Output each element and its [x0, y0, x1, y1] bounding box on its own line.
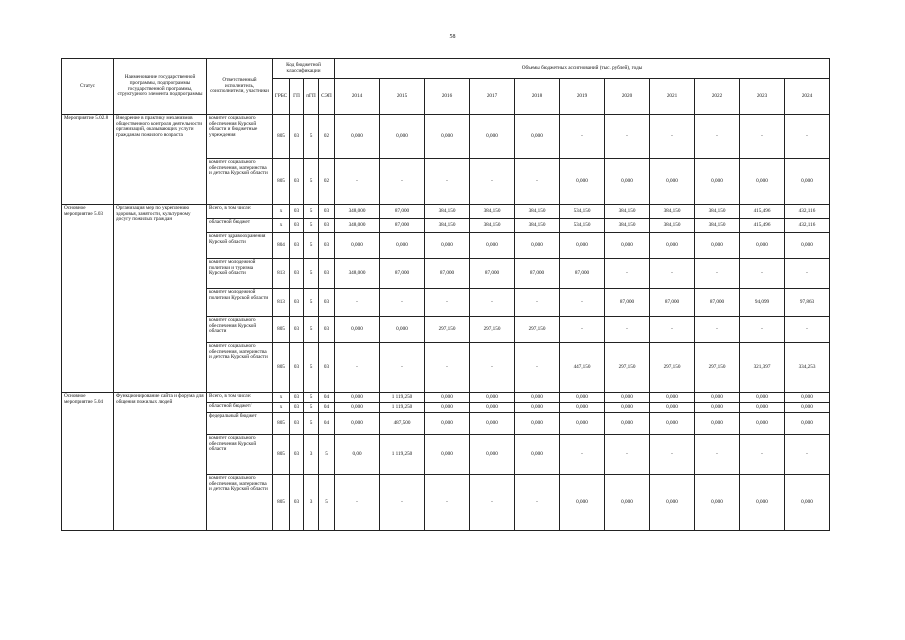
value-cell: - — [560, 435, 605, 475]
value-cell: 415,496 — [740, 219, 785, 233]
value-cell: 348,000 — [335, 259, 380, 289]
value-cell: - — [335, 343, 380, 393]
value-cell: 97,863 — [785, 289, 830, 317]
code-cell: 805 — [273, 435, 290, 475]
status-cell: Основное мероприятие 5.03 — [62, 205, 114, 393]
code-cell: 03 — [290, 115, 304, 159]
value-cell: 487,500 — [380, 413, 425, 435]
value-cell: 0,000 — [605, 233, 650, 259]
value-cell: 348,000 — [335, 219, 380, 233]
value-cell: 348,000 — [335, 205, 380, 219]
value-cell: - — [380, 475, 425, 531]
code-cell: 04 — [319, 403, 335, 413]
responsible-cell: областной бюджет — [207, 219, 273, 233]
code-cell: х — [273, 393, 290, 403]
value-cell: 1 119,250 — [380, 435, 425, 475]
value-cell: 334,253 — [785, 343, 830, 393]
responsible-cell: комитет молодежной политики и туризма Курской области — [207, 259, 273, 289]
value-cell: 0,00 — [335, 435, 380, 475]
value-cell: 0,000 — [740, 159, 785, 205]
value-cell: 0,000 — [650, 159, 695, 205]
header-volumes: Объемы бюджетных ассигнований (тыс. рублей), годы — [335, 59, 830, 79]
value-cell: 0,000 — [470, 393, 515, 403]
code-cell: 03 — [290, 403, 304, 413]
code-cell: 805 — [273, 343, 290, 393]
code-cell: 805 — [273, 317, 290, 343]
header-status: Статус — [62, 59, 114, 115]
code-cell: 5 — [304, 403, 319, 413]
name-cell: Функционирование сайта и форума для общения пожилых людей — [114, 393, 207, 531]
value-cell: - — [380, 289, 425, 317]
code-cell: 03 — [319, 219, 335, 233]
value-cell: - — [515, 475, 560, 531]
value-cell: - — [740, 115, 785, 159]
header-year: 2024 — [785, 79, 830, 115]
value-cell: 297,150 — [515, 317, 560, 343]
value-cell: 0,000 — [470, 115, 515, 159]
value-cell: 0,000 — [650, 233, 695, 259]
value-cell: 0,000 — [695, 403, 740, 413]
code-cell: 5 — [304, 233, 319, 259]
code-cell: 03 — [290, 343, 304, 393]
value-cell: 432,116 — [785, 205, 830, 219]
responsible-cell: комитет социального обеспечения, материнства и детства Курской области — [207, 475, 273, 531]
responsible-cell: Всего, в том числе: — [207, 393, 273, 403]
value-cell: 0,000 — [560, 413, 605, 435]
value-cell: - — [605, 259, 650, 289]
code-cell: 03 — [290, 475, 304, 531]
code-cell: 5 — [304, 259, 319, 289]
value-cell: - — [335, 289, 380, 317]
code-cell: 813 — [273, 259, 290, 289]
value-cell: 0,000 — [605, 393, 650, 403]
page-number: 58 — [449, 34, 456, 40]
header-year: 2017 — [470, 79, 515, 115]
value-cell: 87,000 — [380, 205, 425, 219]
code-cell: 805 — [273, 159, 290, 205]
value-cell: - — [605, 435, 650, 475]
code-cell: 5 — [304, 393, 319, 403]
value-cell: 87,000 — [650, 289, 695, 317]
value-cell: 534,150 — [560, 205, 605, 219]
value-cell: 0,000 — [605, 159, 650, 205]
value-cell: 0,000 — [335, 403, 380, 413]
value-cell: - — [605, 115, 650, 159]
value-cell: - — [695, 435, 740, 475]
value-cell: 384,150 — [695, 205, 740, 219]
code-cell: 5 — [304, 205, 319, 219]
value-cell: 0,000 — [560, 159, 605, 205]
value-cell: - — [425, 289, 470, 317]
value-cell: 1 119,250 — [380, 393, 425, 403]
responsible-cell: федеральный бюджет — [207, 413, 273, 435]
value-cell: 0,000 — [425, 115, 470, 159]
value-cell: - — [380, 159, 425, 205]
value-cell: - — [695, 317, 740, 343]
code-cell: 04 — [319, 393, 335, 403]
value-cell: 0,000 — [515, 403, 560, 413]
value-cell: - — [425, 159, 470, 205]
responsible-cell: комитет социального обеспечения Курской области — [207, 435, 273, 475]
value-cell: 0,000 — [335, 317, 380, 343]
value-cell: 297,150 — [605, 343, 650, 393]
value-cell: 0,000 — [740, 475, 785, 531]
value-cell: - — [380, 343, 425, 393]
value-cell: 0,000 — [335, 393, 380, 403]
code-cell: 03 — [319, 205, 335, 219]
value-cell: 0,000 — [515, 393, 560, 403]
code-cell: 03 — [319, 343, 335, 393]
header-budget-code: Код бюджетной классификации — [273, 59, 335, 79]
value-cell: 0,000 — [515, 413, 560, 435]
value-cell: 0,000 — [605, 403, 650, 413]
value-cell: - — [650, 115, 695, 159]
code-cell: 03 — [290, 219, 304, 233]
value-cell: - — [740, 435, 785, 475]
code-cell: 805 — [273, 115, 290, 159]
name-cell: Организация мер по укреплению здоровья, занятости, культурному досугу пожилых граждан — [114, 205, 207, 393]
value-cell: - — [515, 343, 560, 393]
code-cell: 03 — [290, 233, 304, 259]
header-year: 2021 — [650, 79, 695, 115]
value-cell: 0,000 — [605, 475, 650, 531]
code-cell: 03 — [290, 289, 304, 317]
code-cell: 5 — [304, 343, 319, 393]
responsible-cell: областной бюджет/ — [207, 403, 273, 413]
value-cell: 0,000 — [470, 233, 515, 259]
table-row — [62, 115, 830, 159]
name-cell: Внедрение в практику механизмов общественного контроля деятельности организаций, оказывающих услуги гражданам пожилого возраста — [114, 115, 207, 205]
header-row — [62, 59, 830, 79]
value-cell: 0,000 — [470, 413, 515, 435]
value-cell: - — [425, 475, 470, 531]
responsible-cell: комитет социального обеспечения, материнства и детства Курской области — [207, 159, 273, 205]
value-cell: 0,000 — [695, 393, 740, 403]
value-cell: 384,150 — [470, 219, 515, 233]
code-cell: 5 — [304, 289, 319, 317]
code-cell: 03 — [290, 393, 304, 403]
value-cell: 297,150 — [650, 343, 695, 393]
value-cell: 87,000 — [560, 259, 605, 289]
value-cell: 0,000 — [785, 159, 830, 205]
code-cell: 03 — [290, 159, 304, 205]
value-cell: 0,000 — [470, 403, 515, 413]
value-cell: 0,000 — [695, 159, 740, 205]
value-cell: 534,150 — [560, 219, 605, 233]
value-cell: 0,000 — [695, 413, 740, 435]
value-cell: 0,000 — [560, 233, 605, 259]
code-cell: 04 — [319, 413, 335, 435]
value-cell: 87,000 — [470, 259, 515, 289]
code-cell: 5 — [319, 475, 335, 531]
value-cell: 87,000 — [515, 259, 560, 289]
value-cell: 0,000 — [425, 413, 470, 435]
header-code: СЭП — [319, 79, 335, 115]
code-cell: 805 — [273, 475, 290, 531]
responsible-cell: комитет молодежной политики Курской области — [207, 289, 273, 317]
value-cell: - — [650, 259, 695, 289]
value-cell: - — [785, 259, 830, 289]
code-cell: 804 — [273, 233, 290, 259]
code-cell: 03 — [319, 233, 335, 259]
value-cell: 87,000 — [695, 289, 740, 317]
value-cell: - — [515, 159, 560, 205]
code-cell: 3 — [304, 435, 319, 475]
value-cell: 0,000 — [515, 233, 560, 259]
value-cell: - — [335, 159, 380, 205]
header-year: 2015 — [380, 79, 425, 115]
value-cell: - — [560, 317, 605, 343]
code-cell: 03 — [319, 259, 335, 289]
value-cell: 447,150 — [560, 343, 605, 393]
code-cell: 813 — [273, 289, 290, 317]
value-cell: - — [785, 435, 830, 475]
header-year: 2014 — [335, 79, 380, 115]
value-cell: 384,150 — [515, 219, 560, 233]
budget-table — [61, 58, 830, 531]
value-cell: - — [695, 115, 740, 159]
value-cell: 0,000 — [740, 413, 785, 435]
value-cell: 0,000 — [695, 233, 740, 259]
value-cell: 415,496 — [740, 205, 785, 219]
value-cell: 87,000 — [380, 219, 425, 233]
table-row — [62, 205, 830, 219]
value-cell: 0,000 — [740, 403, 785, 413]
value-cell: - — [785, 317, 830, 343]
responsible-cell: комитет социального обеспечения Курской области и бюджетные учреждения — [207, 115, 273, 159]
code-cell: 805 — [273, 413, 290, 435]
value-cell: 297,150 — [470, 317, 515, 343]
value-cell: 0,000 — [785, 475, 830, 531]
value-cell: 384,150 — [605, 205, 650, 219]
value-cell: 0,000 — [380, 317, 425, 343]
code-cell: 03 — [290, 317, 304, 343]
value-cell: 0,000 — [695, 475, 740, 531]
header-code: ГП — [290, 79, 304, 115]
value-cell: - — [740, 259, 785, 289]
value-cell: - — [335, 475, 380, 531]
value-cell: 0,000 — [650, 413, 695, 435]
value-cell: 0,000 — [425, 403, 470, 413]
code-cell: 5 — [304, 115, 319, 159]
value-cell: 0,000 — [605, 413, 650, 435]
header-code: пГП — [304, 79, 319, 115]
value-cell: - — [650, 317, 695, 343]
value-cell: 0,000 — [650, 393, 695, 403]
value-cell: 0,000 — [335, 413, 380, 435]
value-cell: 1 119,250 — [380, 403, 425, 413]
value-cell: - — [470, 289, 515, 317]
value-cell: 0,000 — [785, 403, 830, 413]
value-cell: 0,000 — [470, 435, 515, 475]
code-cell: 5 — [304, 317, 319, 343]
value-cell: 0,000 — [785, 393, 830, 403]
value-cell: - — [470, 475, 515, 531]
value-cell: 321,397 — [740, 343, 785, 393]
code-cell: х — [273, 219, 290, 233]
value-cell: 0,000 — [740, 393, 785, 403]
code-cell: х — [273, 205, 290, 219]
value-cell: 0,000 — [560, 403, 605, 413]
value-cell: - — [470, 159, 515, 205]
value-cell: 297,150 — [425, 317, 470, 343]
code-cell: 03 — [319, 289, 335, 317]
value-cell: 87,000 — [605, 289, 650, 317]
value-cell: - — [785, 115, 830, 159]
value-cell: - — [740, 317, 785, 343]
value-cell: - — [470, 343, 515, 393]
header-year: 2018 — [515, 79, 560, 115]
value-cell: 0,000 — [335, 233, 380, 259]
value-cell: 432,116 — [785, 219, 830, 233]
value-cell: 384,150 — [650, 219, 695, 233]
header-year: 2016 — [425, 79, 470, 115]
value-cell: 0,000 — [740, 233, 785, 259]
code-cell: 03 — [290, 205, 304, 219]
value-cell: 0,000 — [785, 233, 830, 259]
code-cell: 03 — [319, 317, 335, 343]
header-year: 2020 — [605, 79, 650, 115]
value-cell: 94,099 — [740, 289, 785, 317]
code-cell: 03 — [290, 435, 304, 475]
code-cell: 5 — [304, 219, 319, 233]
value-cell: 0,000 — [380, 115, 425, 159]
code-cell: 5 — [304, 413, 319, 435]
value-cell: 0,000 — [515, 435, 560, 475]
value-cell: 87,000 — [425, 259, 470, 289]
value-cell: 0,000 — [335, 115, 380, 159]
value-cell: - — [425, 343, 470, 393]
value-cell: 0,000 — [425, 233, 470, 259]
header-code: ГРБС — [273, 79, 290, 115]
value-cell: 0,000 — [785, 413, 830, 435]
value-cell: - — [650, 435, 695, 475]
value-cell: 0,000 — [515, 115, 560, 159]
code-cell: х — [273, 403, 290, 413]
code-cell: 5 — [304, 159, 319, 205]
responsible-cell: Всего, в том числе: — [207, 205, 273, 219]
value-cell: 384,150 — [470, 205, 515, 219]
value-cell: 297,150 — [695, 343, 740, 393]
header-name: Наименование государственной программы, подпрограммы государственной программы, структурного элемента подпрограммы — [114, 59, 207, 115]
value-cell: 384,150 — [425, 205, 470, 219]
value-cell: 0,000 — [380, 233, 425, 259]
header-year: 2019 — [560, 79, 605, 115]
value-cell: - — [695, 259, 740, 289]
header-responsible: Ответственный исполнитель, соисполнители, участники — [207, 59, 273, 115]
header-year: 2023 — [740, 79, 785, 115]
value-cell: - — [560, 289, 605, 317]
code-cell: 03 — [290, 259, 304, 289]
value-cell: - — [515, 289, 560, 317]
responsible-cell: комитет здравоохранения Курской области — [207, 233, 273, 259]
header-year: 2022 — [695, 79, 740, 115]
value-cell: 384,150 — [425, 219, 470, 233]
value-cell: 384,150 — [650, 205, 695, 219]
value-cell: 0,000 — [650, 475, 695, 531]
responsible-cell: комитет социального обеспечения, материнства и детства Курской области — [207, 343, 273, 393]
value-cell: 0,000 — [425, 393, 470, 403]
value-cell: 384,150 — [695, 219, 740, 233]
code-cell: 5 — [319, 435, 335, 475]
value-cell: 0,000 — [650, 403, 695, 413]
value-cell: 0,000 — [560, 393, 605, 403]
value-cell: - — [560, 115, 605, 159]
status-cell: Мероприятие 5.02.8 — [62, 115, 114, 205]
code-cell: 02 — [319, 115, 335, 159]
value-cell: 384,150 — [515, 205, 560, 219]
responsible-cell: комитет социального обеспечения Курской области — [207, 317, 273, 343]
value-cell: 384,150 — [605, 219, 650, 233]
code-cell: 3 — [304, 475, 319, 531]
code-cell: 03 — [290, 413, 304, 435]
table-row — [62, 393, 830, 403]
code-cell: 02 — [319, 159, 335, 205]
status-cell: Основное мероприятие 5.04 — [62, 393, 114, 531]
value-cell: 87,000 — [380, 259, 425, 289]
value-cell: 0,000 — [425, 435, 470, 475]
value-cell: 0,000 — [560, 475, 605, 531]
value-cell: - — [605, 317, 650, 343]
